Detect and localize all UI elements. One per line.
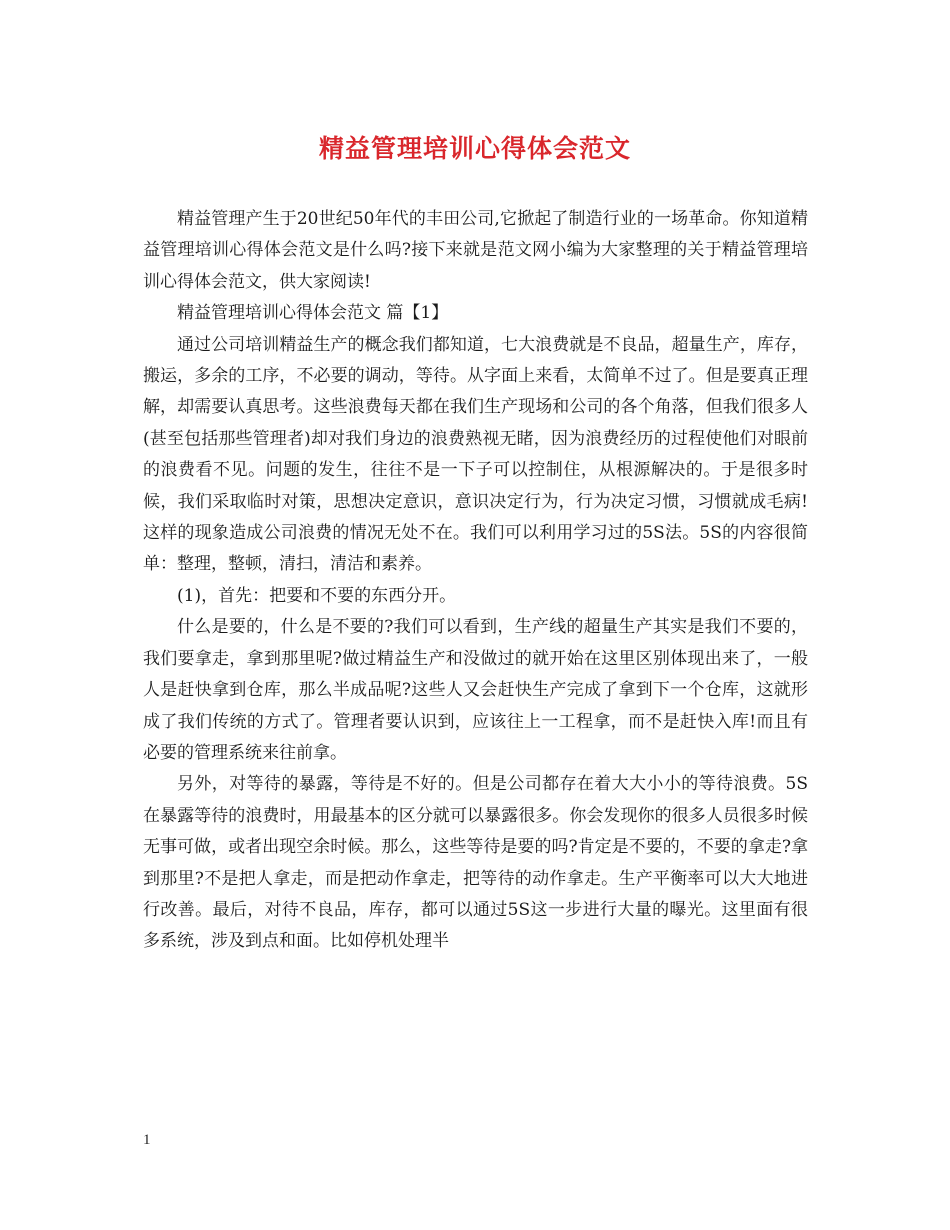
body-paragraph: 另外，对等待的暴露，等待是不好的。但是公司都存在着大大小小的等待浪费。5S在暴露等待的浪费时，用最基本的区分就可以暴露很多。你会发现你的很多人员很多时候无事可做，或者出现空余时候。那么，这些等待是要的吗?肯定是不要的，不要的拿走?拿到那里?不是把人拿走，而是把动作拿走，把等待的动作拿走。生产平衡率可以大大地进行改善。最后，对待不良品，库存，都可以通过5S这一步进行大量的曝光。这里面有很多系统，涉及到点和面。比如停机处理半 bbox=[143, 774, 808, 952]
body-paragraph: 通过公司培训精益生产的概念我们都知道，七大浪费就是不良品，超量生产，库存，搬运，多余的工序，不必要的调动，等待。从字面上来看，太简单不过了。但是要真正理解，却需要认真思考。这些浪费每天都在我们生产现场和公司的各个角落，但我们很多人(甚至包括那些管理者)却对我们身边的浪费熟视无睹，因为浪费经历的过程使他们对眼前的浪费看不见。问题的发生，往往不是一下子可以控制住，从根源解决的。于是很多时候，我们采取临时对策，思想决定意识，意识决定行为，行为决定习惯，习惯就成毛病!这样的现象造成公司浪费的情况无处不在。我们可以利用学习过的5S法。5S的内容很简单：整理，整顿，清扫，清洁和素养。 bbox=[143, 334, 808, 575]
section-heading: 精益管理培训心得体会范文 篇【1】 bbox=[177, 303, 449, 324]
page-number: 1 bbox=[143, 1132, 151, 1148]
page-title: 精益管理培训心得体会范文 bbox=[318, 134, 631, 163]
body-paragraph: 什么是要的，什么是不要的?我们可以看到，生产线的超量生产其实是我们不要的，我们要拿走，拿到那里呢?做过精益生产和没做过的就开始在这里区别体现出来了，一般人是赶快拿到仓库，那么半成品呢?这些人又会赶快生产完成了拿到下一个仓库，这就形成了我们传统的方式了。管理者要认识到，应该往上一工程拿，而不是赶快入库!而且有必要的管理系统来往前拿。 bbox=[143, 617, 808, 763]
body-paragraph: (1)，首先：把要和不要的东西分开。 bbox=[177, 585, 457, 606]
document-body bbox=[143, 204, 808, 958]
intro-paragraph: 精益管理产生于20世纪50年代的丰田公司,它掀起了制造行业的一场革命。你知道精益管理培训心得体会范文是什么吗?接下来就是范文网小编为大家整理的关于精益管理培训心得体会范文，供大家阅读! bbox=[143, 209, 808, 292]
